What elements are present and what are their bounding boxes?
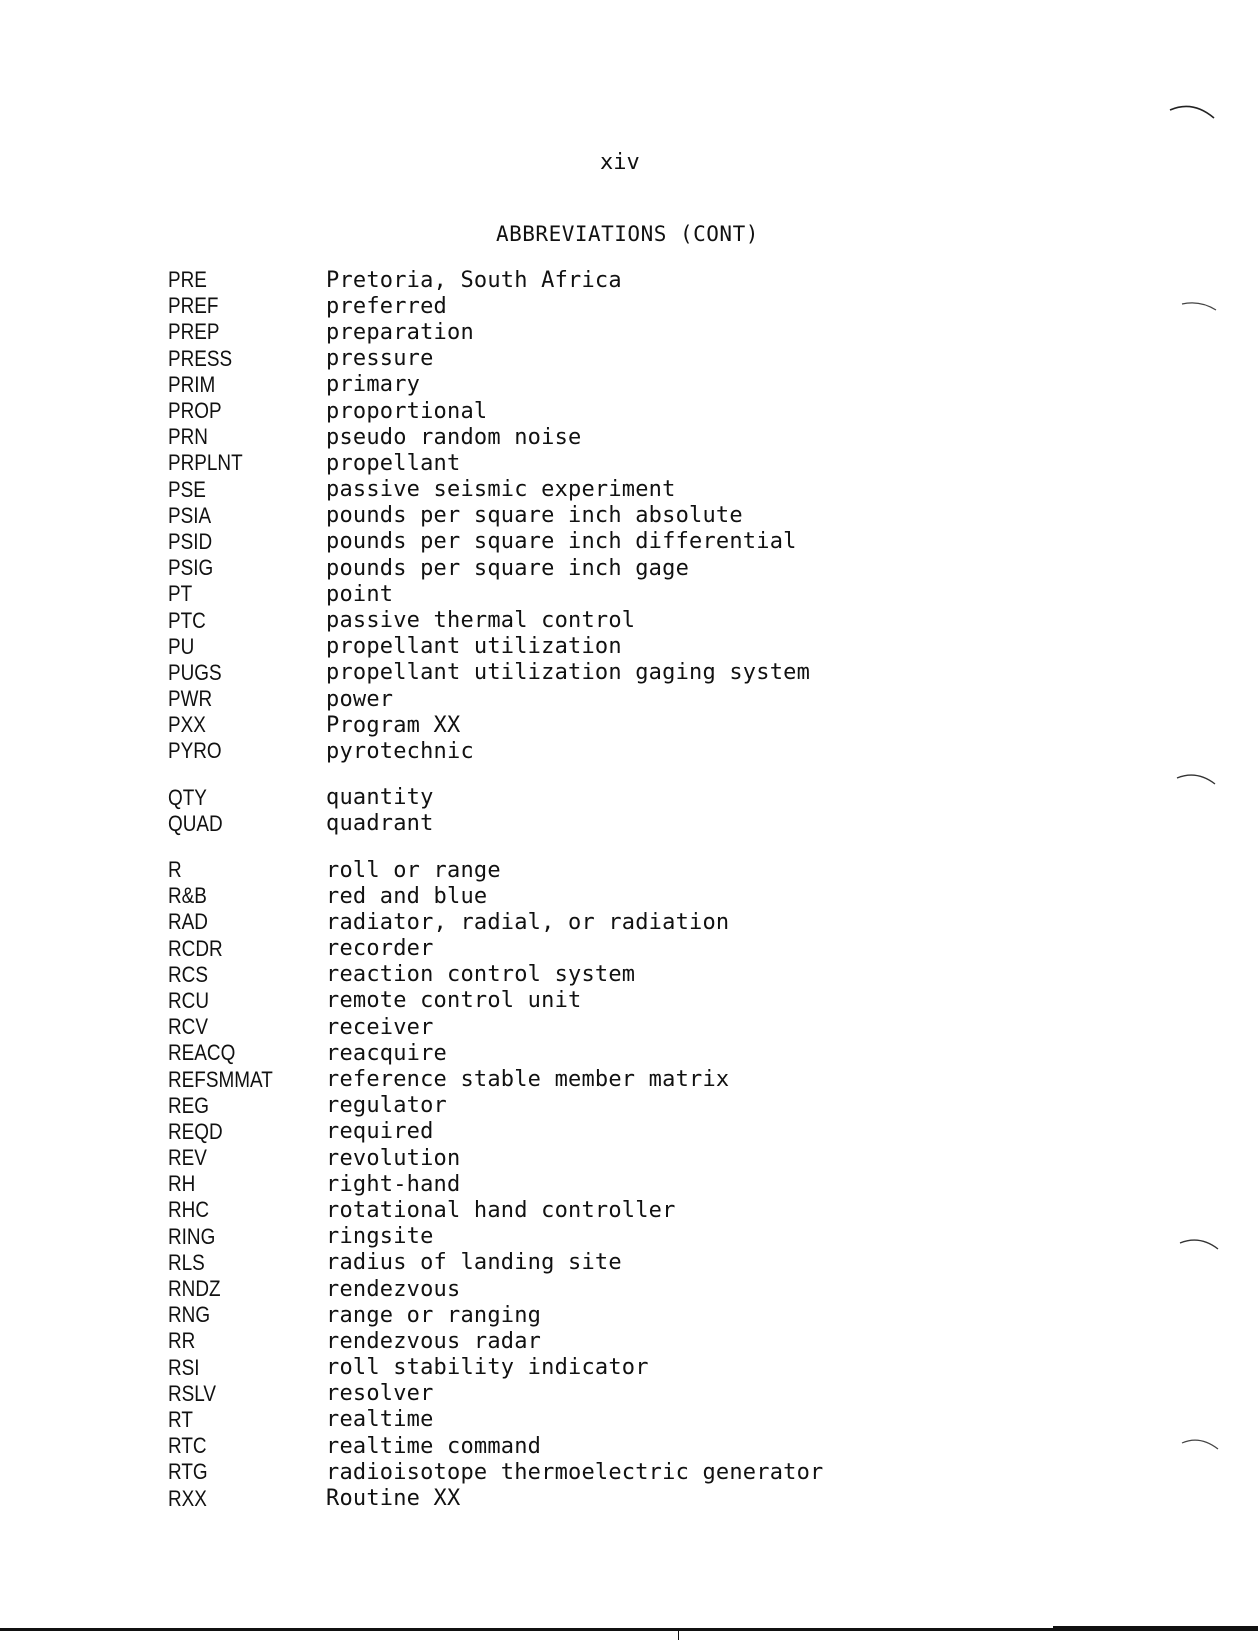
abbreviation-row: [168, 477, 868, 503]
abbreviation-row: [168, 988, 868, 1014]
abbreviation-term: RHC: [168, 1197, 209, 1223]
abbreviation-definition: regulator: [326, 1093, 448, 1119]
abbreviation-row: [168, 293, 868, 319]
abbreviation-definition: Routine XX: [326, 1486, 461, 1512]
abbreviation-term: PRN: [168, 424, 208, 450]
abbreviation-term: PRPLNT: [168, 450, 243, 476]
abbreviation-definition: resolver: [326, 1381, 434, 1407]
abbreviation-term: PSIG: [168, 555, 214, 581]
abbreviation-term: PU: [168, 633, 195, 659]
abbreviation-row: [168, 267, 868, 293]
abbreviation-row: [168, 1276, 868, 1302]
abbreviation-row: [168, 1328, 868, 1354]
abbreviation-term: REACQ: [168, 1040, 236, 1066]
abbreviation-definition: propellant: [326, 450, 461, 476]
abbreviation-row: [168, 424, 868, 450]
abbreviation-definition: recorder: [326, 936, 434, 962]
abbreviation-term: RNDZ: [168, 1276, 221, 1302]
abbreviation-row: [168, 1224, 868, 1250]
abbreviation-definition: roll or range: [326, 857, 501, 883]
abbreviation-term: RCDR: [168, 935, 223, 961]
abbreviation-definition: preparation: [326, 319, 474, 345]
abbreviation-definition: proportional: [326, 398, 488, 424]
abbreviation-group: [168, 267, 868, 765]
bottom-rule-right: [1053, 1626, 1258, 1631]
margin-mark-icon: [1175, 770, 1219, 788]
abbreviation-row: [168, 346, 868, 372]
abbreviation-definition: pounds per square inch gage: [326, 555, 690, 581]
abbreviation-term: PYRO: [168, 738, 222, 764]
abbreviation-term: RING: [168, 1223, 216, 1249]
abbreviation-definition: radiator, radial, or radiation: [326, 909, 730, 935]
abbreviation-row: [168, 811, 868, 837]
abbreviation-term: QTY: [168, 784, 207, 810]
abbreviation-term: PSID: [168, 528, 213, 554]
abbreviation-term: RLS: [168, 1249, 205, 1275]
abbreviation-definition: pressure: [326, 346, 434, 372]
abbreviation-row: [168, 1197, 868, 1223]
abbreviation-definition: pounds per square inch absolute: [326, 503, 743, 529]
abbreviation-definition: range or ranging: [326, 1302, 542, 1328]
abbreviation-row: [168, 712, 868, 738]
abbreviation-row: [168, 1171, 868, 1197]
abbreviation-term: PUGS: [168, 659, 222, 685]
abbreviation-row: [168, 503, 868, 529]
abbreviation-group: [168, 785, 868, 837]
abbreviation-definition: rotational hand controller: [326, 1197, 676, 1223]
abbreviation-row: [168, 1485, 868, 1511]
abbreviation-row: [168, 686, 868, 712]
abbreviation-term: PREP: [168, 319, 220, 345]
abbreviation-row: [168, 936, 868, 962]
abbreviation-definition: Program XX: [326, 712, 461, 738]
abbreviation-row: [168, 857, 868, 883]
abbreviation-term: PRESS: [168, 345, 233, 371]
abbreviation-row: [168, 1381, 868, 1407]
abbreviation-definition: rendezvous: [326, 1276, 461, 1302]
abbreviation-row: [168, 962, 868, 988]
abbreviation-term: PSIA: [168, 502, 212, 528]
abbreviation-row: [168, 398, 868, 424]
abbreviation-definition: required: [326, 1119, 434, 1145]
abbreviation-definition: primary: [326, 372, 421, 398]
abbreviation-term: REFSMMAT: [168, 1066, 273, 1092]
abbreviation-row: [168, 883, 868, 909]
abbreviation-row: [168, 1407, 868, 1433]
abbreviation-term: RAD: [168, 909, 208, 935]
page-number: xiv: [600, 150, 640, 175]
abbreviation-row: [168, 1014, 868, 1040]
abbreviation-definition: preferred: [326, 293, 448, 319]
abbreviation-row: [168, 1302, 868, 1328]
abbreviation-term: PXX: [168, 712, 206, 738]
abbreviation-definition: receiver: [326, 1014, 434, 1040]
abbreviation-row: [168, 1066, 868, 1092]
abbreviation-row: [168, 1250, 868, 1276]
margin-mark-icon: [1180, 1435, 1222, 1453]
abbreviation-row: [168, 555, 868, 581]
abbreviation-term: PROP: [168, 398, 222, 424]
abbreviation-row: [168, 1093, 868, 1119]
abbreviation-row: [168, 738, 868, 764]
abbreviation-definition: realtime command: [326, 1433, 542, 1459]
abbreviation-definition: point: [326, 581, 394, 607]
abbreviation-definition: power: [326, 686, 394, 712]
abbreviation-row: [168, 1040, 868, 1066]
abbreviation-definition: propellant utilization gaging system: [326, 660, 811, 686]
abbreviation-term: PT: [168, 581, 193, 607]
abbreviation-term: RSLV: [168, 1380, 217, 1406]
abbreviation-row: [168, 1119, 868, 1145]
abbreviation-definition: red and blue: [326, 883, 488, 909]
abbreviation-term: RNG: [168, 1302, 211, 1328]
abbreviation-definition: quadrant: [326, 811, 434, 837]
abbreviation-definition: Pretoria, South Africa: [326, 267, 622, 293]
abbreviation-term: RTC: [168, 1433, 207, 1459]
abbreviation-term: RT: [168, 1406, 193, 1432]
abbreviation-term: RXX: [168, 1485, 207, 1511]
abbreviation-term: RSI: [168, 1354, 200, 1380]
abbreviation-term: RCS: [168, 961, 208, 987]
abbreviation-definition: passive thermal control: [326, 608, 636, 634]
abbreviation-row: [168, 634, 868, 660]
abbreviation-term: PRE: [168, 267, 207, 293]
abbreviation-row: [168, 607, 868, 633]
abbreviation-term: R: [168, 857, 182, 883]
abbreviation-group: [168, 857, 868, 1512]
abbreviation-definition: realtime: [326, 1407, 434, 1433]
abbreviation-term: PWR: [168, 686, 213, 712]
abbreviation-definition: right-hand: [326, 1171, 461, 1197]
margin-mark-icon: [1168, 100, 1218, 122]
abbreviation-term: RCU: [168, 987, 209, 1013]
abbreviation-definition: ringsite: [326, 1224, 434, 1250]
abbreviation-definition: reacquire: [326, 1040, 448, 1066]
abbreviation-term: QUAD: [168, 810, 223, 836]
abbreviation-term: RH: [168, 1171, 196, 1197]
abbreviation-row: [168, 660, 868, 686]
abbreviation-definition: reference stable member matrix: [326, 1067, 730, 1093]
bottom-tick: [678, 1628, 679, 1640]
abbreviation-term: PSE: [168, 476, 206, 502]
abbreviation-definition: roll stability indicator: [326, 1355, 649, 1381]
abbreviation-term: RCV: [168, 1014, 208, 1040]
abbreviation-definition: radioisotope thermoelectric generator: [326, 1459, 824, 1485]
abbreviation-row: [168, 319, 868, 345]
abbreviation-term: REV: [168, 1145, 207, 1171]
abbreviation-definition: remote control unit: [326, 988, 582, 1014]
abbreviation-list: [168, 267, 868, 1532]
abbreviation-definition: passive seismic experiment: [326, 477, 676, 503]
abbreviation-term: PRIM: [168, 371, 216, 397]
abbreviation-row: [168, 1355, 868, 1381]
abbreviation-row: [168, 581, 868, 607]
abbreviation-term: RTG: [168, 1459, 208, 1485]
page-title: ABBREVIATIONS (CONT): [496, 222, 759, 246]
abbreviation-term: REQD: [168, 1118, 223, 1144]
abbreviation-row: [168, 909, 868, 935]
abbreviation-definition: quantity: [326, 785, 434, 811]
abbreviation-definition: reaction control system: [326, 962, 636, 988]
abbreviation-row: [168, 1459, 868, 1485]
margin-mark-icon: [1178, 1235, 1222, 1253]
abbreviation-definition: radius of landing site: [326, 1250, 622, 1276]
abbreviation-row: [168, 529, 868, 555]
abbreviation-definition: propellant utilization: [326, 634, 622, 660]
abbreviation-definition: revolution: [326, 1145, 461, 1171]
abbreviation-row: [168, 372, 868, 398]
abbreviation-term: REG: [168, 1092, 210, 1118]
abbreviation-row: [168, 450, 868, 476]
abbreviation-row: [168, 1433, 868, 1459]
abbreviation-term: R&B: [168, 883, 207, 909]
abbreviation-definition: pounds per square inch differential: [326, 529, 797, 555]
abbreviation-definition: pseudo random noise: [326, 424, 582, 450]
abbreviation-term: PTC: [168, 607, 206, 633]
abbreviation-definition: pyrotechnic: [326, 738, 474, 764]
margin-mark-icon: [1180, 298, 1220, 314]
abbreviation-definition: rendezvous radar: [326, 1328, 542, 1354]
abbreviation-term: PREF: [168, 293, 219, 319]
abbreviation-row: [168, 785, 868, 811]
abbreviation-row: [168, 1145, 868, 1171]
abbreviation-term: RR: [168, 1328, 196, 1354]
